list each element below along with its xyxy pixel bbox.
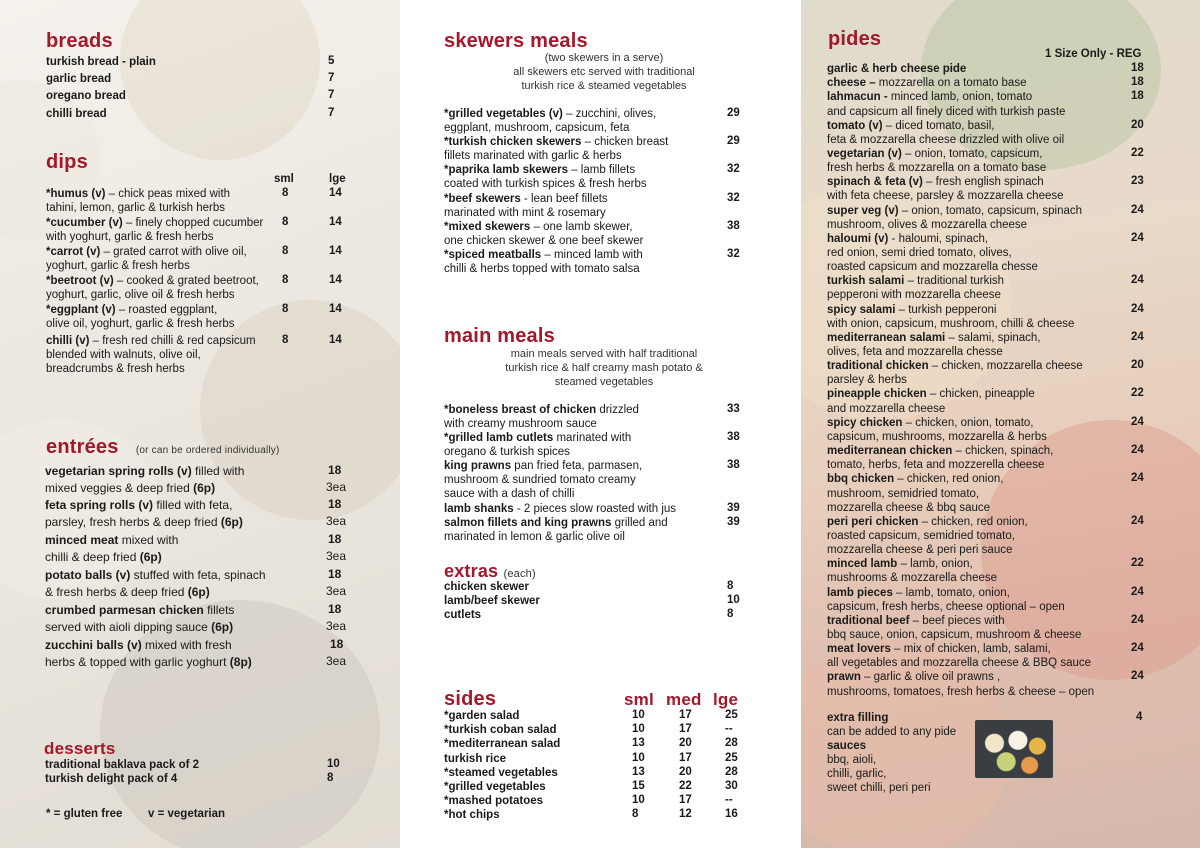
menu-item-name: garlic bread xyxy=(46,73,112,85)
extras-note: (each) xyxy=(503,568,536,580)
pide-price: 24 xyxy=(1131,415,1144,428)
pide-desc: parsley & herbs xyxy=(827,374,907,387)
pide-name: turkish salami xyxy=(827,275,905,288)
dip-item: *carrot (v) – grated carrot with olive oil, yoghurt, garlic & fresh herbs xyxy=(46,246,247,273)
dips-col-lge: lge xyxy=(329,173,346,185)
pide-price: 24 xyxy=(1131,203,1144,216)
dip-price-lge: 14 xyxy=(329,303,342,315)
main-meal-price: 39 xyxy=(727,516,740,528)
main-meals-subtitle: main meals served with half traditional turkish rice & half creamy mash potato & steamed vegetables xyxy=(505,348,703,388)
side-price-sml: 13 xyxy=(632,737,645,750)
entree-each-price: 3ea xyxy=(326,514,347,528)
pide-price: 20 xyxy=(1131,359,1144,372)
pide-desc: – chicken, red onion, xyxy=(918,515,1028,528)
pide-item xyxy=(827,331,1041,359)
entree-price: 18 xyxy=(328,532,342,546)
pide-price: 24 xyxy=(1131,330,1144,343)
pide-name: prawn xyxy=(827,671,861,684)
pide-item xyxy=(827,147,1046,175)
side-name: *mediterranean salad xyxy=(444,738,561,751)
extra-filling-price: 4 xyxy=(1136,711,1143,723)
pide-item xyxy=(827,232,1038,275)
legend-gluten-free: * = gluten free xyxy=(46,808,123,820)
pides-heading: pides xyxy=(828,28,882,50)
pide-name: haloumi (v) xyxy=(827,232,889,245)
main-meal-price: 38 xyxy=(727,459,740,471)
pide-name: tomato (v) xyxy=(827,119,883,132)
pide-name: lamb pieces xyxy=(827,586,893,599)
sauces-line: sweet chilli, peri peri xyxy=(827,782,931,794)
skewer-price: 32 xyxy=(727,248,740,260)
pide-price: 24 xyxy=(1131,514,1144,527)
entree-each-price: 3ea xyxy=(326,654,347,668)
pide-price: 18 xyxy=(1131,90,1144,103)
pide-desc: - haloumi, spinach, xyxy=(888,232,989,245)
pide-desc: – chicken, pineapple xyxy=(926,388,1035,401)
pide-name: meat lovers xyxy=(827,643,891,656)
dip-price-sml: 8 xyxy=(282,303,289,315)
pide-desc: capsicum, mushrooms, mozzarella & herbs xyxy=(827,430,1047,443)
main-meal-item: salmon fillets and king prawns grilled and marinated in lemon & garlic olive oil xyxy=(444,517,668,544)
pide-price: 18 xyxy=(1131,62,1144,74)
pide-desc: – turkish pepperoni xyxy=(895,303,997,316)
pide-desc: mozzarella cheese & bbq sauce xyxy=(827,501,991,514)
menu-item-name: oregano bread xyxy=(46,90,126,102)
extra-price: 10 xyxy=(727,594,740,606)
skewer-item: *spiced meatballs – minced lamb with chilli & herbs topped with tomato salsa xyxy=(444,249,643,276)
side-name: *garden salad xyxy=(444,710,520,722)
side-price-med: 20 xyxy=(679,737,692,750)
entree-each-price: 3ea xyxy=(326,584,347,598)
skewer-price: 29 xyxy=(727,107,740,119)
pide-desc: – garlic & olive oil prawns , xyxy=(860,671,1001,684)
pide-desc: capsicum, fresh herbs, cheese optional – open xyxy=(827,600,1065,613)
breads-heading: breads xyxy=(46,30,113,52)
pide-name: garlic & herb cheese pide xyxy=(827,63,967,75)
pide-item xyxy=(827,444,1053,472)
side-price-sml: 10 xyxy=(632,709,645,721)
extra-name: lamb/beef skewer xyxy=(444,595,540,607)
entree-each-price: 3ea xyxy=(326,549,347,563)
menu-item-price: 5 xyxy=(328,55,335,67)
side-name: *hot chips xyxy=(444,809,500,822)
pide-desc: – diced tomato, basil, xyxy=(882,119,995,132)
side-price-med: 20 xyxy=(679,765,692,778)
menu-item-price: 7 xyxy=(328,89,335,101)
dessert-name: turkish delight pack of 4 xyxy=(45,773,178,785)
pides-size-note: 1 Size Only - REG xyxy=(1045,48,1142,60)
pide-price: 24 xyxy=(1131,444,1144,457)
side-name: *steamed vegetables xyxy=(444,766,558,779)
pide-desc: with onion, capsicum, mushroom, chilli & cheese xyxy=(827,317,1075,330)
dip-price-lge: 14 xyxy=(329,274,342,286)
dip-item: chilli (v) – fresh red chilli & red capsicum blended with walnuts, olive oil, breadcrumbs & fresh herbs xyxy=(46,335,256,376)
side-price-med: 17 xyxy=(679,723,692,736)
pide-desc: roasted capsicum and mozzarella chesse xyxy=(827,261,1038,274)
pide-desc: – chicken, mozzarella cheese xyxy=(928,360,1083,373)
pide-desc: – chicken, red onion, xyxy=(894,473,1004,486)
pide-price: 18 xyxy=(1131,76,1144,89)
pide-name: pineapple chicken xyxy=(827,388,927,401)
entree-item: potato balls (v) stuffed with feta, spinach & fresh herbs & deep fried (6p) xyxy=(45,568,266,599)
desserts-heading: desserts xyxy=(44,739,116,758)
extra-filling-desc: can be added to any pide xyxy=(827,726,957,738)
side-price-med: 12 xyxy=(679,808,692,821)
pide-price: 24 xyxy=(1131,302,1144,315)
pide-item xyxy=(827,274,1004,302)
dip-price-sml: 8 xyxy=(282,187,289,199)
dessert-name: traditional baklava pack of 2 xyxy=(45,759,200,771)
entree-price: 18 xyxy=(328,567,342,581)
pide-item xyxy=(827,387,1035,415)
main-meal-item: *grilled lamb cutlets marinated with oregano & turkish spices xyxy=(444,432,632,459)
dips-col-sml: sml xyxy=(274,173,294,185)
pide-desc: – traditional turkish xyxy=(904,275,1005,288)
pide-name: mediterranean chicken xyxy=(827,445,953,458)
side-price-sml: 13 xyxy=(632,765,645,778)
entree-item: minced meat mixed with chilli & deep fried (6p) xyxy=(45,533,179,564)
dip-price-sml: 8 xyxy=(282,216,289,228)
pide-item xyxy=(827,557,997,585)
side-price-sml: 10 xyxy=(632,751,645,764)
pide-desc: tomato, herbs, feta and mozzerella cheese xyxy=(827,459,1045,472)
pide-name: spinach & feta (v) xyxy=(827,176,923,189)
sauce-bowls-image xyxy=(975,720,1053,778)
extra-name: cutlets xyxy=(444,609,482,621)
pide-price: 24 xyxy=(1131,231,1144,244)
side-name: turkish rice xyxy=(444,752,506,765)
side-name: *turkish coban salad xyxy=(444,724,557,737)
skewer-item: *turkish chicken skewers – chicken breast fillets marinated with garlic & herbs xyxy=(444,136,669,163)
dip-price-lge: 14 xyxy=(329,245,342,257)
entree-item: crumbed parmesan chicken fillets served with aioli dipping sauce (6p) xyxy=(45,603,235,634)
pide-item xyxy=(827,472,1003,515)
skewers-subtitle: (two skewers in a serve) all skewers etc served with traditional turkish rice & steamed vegetables xyxy=(513,52,695,92)
skewer-price: 38 xyxy=(727,220,740,232)
pide-item xyxy=(827,586,1065,614)
pide-price: 24 xyxy=(1131,274,1144,287)
pide-item xyxy=(827,303,1074,331)
pide-desc: mushroom, semidried tomato, xyxy=(827,487,980,500)
main-meal-item: *boneless breast of chicken drizzled with creamy mushroom sauce xyxy=(444,404,639,431)
side-price-lge: 30 xyxy=(725,780,738,792)
pide-desc: – onion, tomato, capsicum, xyxy=(901,147,1043,160)
menu-item-price: 7 xyxy=(328,107,335,119)
entree-price: 18 xyxy=(328,497,342,511)
dip-price-lge: 14 xyxy=(329,216,342,228)
pide-desc: minced lamb, onion, tomato xyxy=(887,91,1033,104)
pide-desc: with feta cheese, parsley & mozzarella cheese xyxy=(827,190,1064,203)
pide-price: 24 xyxy=(1131,472,1144,485)
side-price-lge: -- xyxy=(725,723,733,736)
pide-name: traditional beef xyxy=(827,614,910,627)
pide-desc: and capsicum all finely diced with turkish paste xyxy=(827,105,1066,118)
pide-item xyxy=(827,175,1064,203)
side-price-lge: -- xyxy=(725,794,733,807)
dip-price-lge: 14 xyxy=(329,187,342,199)
pide-name: super veg (v) xyxy=(827,204,899,217)
pide-desc: – mix of chicken, lamb, salami, xyxy=(890,643,1051,656)
dip-price-sml: 8 xyxy=(282,334,289,346)
skewer-price: 32 xyxy=(727,163,740,175)
skewer-item: *grilled vegetables (v) – zucchini, olives, eggplant, mushroom, capsicum, feta xyxy=(444,108,657,135)
dip-price-sml: 8 xyxy=(282,245,289,257)
pide-desc: – lamb, onion, xyxy=(897,558,973,571)
pide-desc: fresh herbs & mozzarella on a tomato base xyxy=(827,162,1047,175)
dip-item: *cucumber (v) – finely chopped cucumber with yoghurt, garlic & fresh herbs xyxy=(46,217,264,244)
side-price-lge: 25 xyxy=(725,709,738,721)
dip-item: *humus (v) – chick peas mixed with tahini, lemon, garlic & turkish herbs xyxy=(46,188,231,215)
pide-name: bbq chicken xyxy=(827,473,895,486)
extra-filling-label: extra filling xyxy=(827,712,889,724)
pide-item xyxy=(827,90,1065,118)
pide-desc: roasted capsicum, semidried tomato, xyxy=(827,530,1015,542)
sides-heading: sides xyxy=(444,688,497,710)
entree-each-price: 3ea xyxy=(326,480,347,494)
entree-item: zucchini balls (v) mixed with fresh herbs & topped with garlic yoghurt (8p) xyxy=(45,638,252,669)
pide-desc: – chicken, onion, tomato, xyxy=(902,416,1034,429)
pide-desc: olives, feta and mozzarella chesse xyxy=(827,346,1003,359)
dip-price-sml: 8 xyxy=(282,274,289,286)
pide-item xyxy=(827,416,1047,444)
pide-name: vegetarian (v) xyxy=(827,147,902,160)
pide-price: 24 xyxy=(1131,585,1144,598)
pide-price: 23 xyxy=(1131,175,1144,188)
side-price-lge: 25 xyxy=(725,751,738,764)
pide-item xyxy=(827,515,1028,558)
pide-name: cheese – xyxy=(827,77,876,90)
dessert-price: 8 xyxy=(327,772,334,784)
pide-item xyxy=(827,119,1064,147)
pide-desc: – salami, spinach, xyxy=(945,331,1041,344)
entrees-note: (or can be ordered individually) xyxy=(135,445,280,456)
pide-desc: mozzarella cheese & peri peri sauce xyxy=(827,544,1013,557)
entrees-heading: entrées (or can be ordered individually) xyxy=(46,436,280,458)
side-name: *mashed potatoes xyxy=(444,795,544,808)
entree-item: vegetarian spring rolls (v) filled with mixed veggies & deep fried (6p) xyxy=(45,464,245,495)
pide-item xyxy=(827,359,1083,387)
skewer-price: 32 xyxy=(727,192,740,204)
side-name: *grilled vegetables xyxy=(444,781,546,793)
pide-desc: mushrooms, tomatoes, fresh herbs & cheese – open xyxy=(827,685,1095,698)
pide-desc: pepperoni with mozzarella cheese xyxy=(827,289,1001,302)
main-meal-price: 38 xyxy=(727,431,740,443)
side-price-sml: 8 xyxy=(632,808,639,821)
main-meal-item: lamb shanks - 2 pieces slow roasted with jus xyxy=(444,503,677,515)
skewer-item: *mixed skewers – one lamb skewer, one chicken skewer & one beef skewer xyxy=(444,221,644,248)
skewer-item: *paprika lamb skewers – lamb fillets coated with turkish spices & fresh herbs xyxy=(444,164,647,191)
pide-name: lahmacun - xyxy=(827,91,888,104)
pide-name: traditional chicken xyxy=(827,360,929,373)
pide-desc: all vegetables and mozzarella cheese & BBQ sauce xyxy=(827,657,1092,670)
pide-name: peri peri chicken xyxy=(827,515,919,528)
extra-price: 8 xyxy=(727,580,734,592)
pide-item xyxy=(827,62,966,76)
pide-price: 22 xyxy=(1131,146,1144,159)
main-meal-price: 33 xyxy=(727,403,740,415)
pide-name: spicy salami xyxy=(827,303,896,316)
pide-name: mediterranean salami xyxy=(827,331,946,344)
menu-item-name: turkish bread - plain xyxy=(46,56,156,68)
side-price-med: 17 xyxy=(679,751,692,764)
side-price-sml: 15 xyxy=(632,780,645,792)
skewers-heading: skewers meals xyxy=(444,30,588,52)
dip-price-lge: 14 xyxy=(329,334,342,346)
dips-heading: dips xyxy=(46,151,88,173)
dessert-price: 10 xyxy=(327,758,340,770)
pide-desc: – beef pieces with xyxy=(909,614,1005,627)
extra-name: chicken skewer xyxy=(444,581,530,593)
pide-price: 24 xyxy=(1131,670,1144,683)
side-price-med: 17 xyxy=(679,709,692,721)
side-price-lge: 28 xyxy=(725,765,738,778)
pide-desc: bbq sauce, onion, capsicum, mushroom & cheese xyxy=(827,629,1082,642)
entree-price: 18 xyxy=(328,463,342,477)
entree-price: 18 xyxy=(328,602,342,616)
main-meal-price: 39 xyxy=(727,502,740,514)
sauces-line: bbq, aioli, xyxy=(827,754,877,766)
pide-item xyxy=(827,204,1082,232)
side-price-lge: 16 xyxy=(725,808,738,821)
entree-item: feta spring rolls (v) filled with feta, parsley, fresh herbs & deep fried (6p) xyxy=(45,498,243,529)
sides-col-med: med xyxy=(666,690,702,709)
menu-item-price: 7 xyxy=(328,72,335,84)
pide-desc: – lamb, tomato, onion, xyxy=(892,586,1010,599)
dip-item: *beetroot (v) – cooked & grated beetroot, yoghurt, garlic, olive oil & fresh herbs xyxy=(46,275,259,302)
dip-item: *eggplant (v) – roasted eggplant, olive oil, yoghurt, garlic & fresh herbs xyxy=(46,304,235,331)
pide-desc: – onion, tomato, capsicum, spinach xyxy=(898,204,1083,217)
pide-desc: and mozzarella cheese xyxy=(827,402,946,415)
entree-price: 18 xyxy=(330,637,344,651)
entree-each-price: 3ea xyxy=(326,619,347,633)
pide-price: 22 xyxy=(1131,557,1144,570)
left-menu-panel xyxy=(0,0,400,848)
pide-desc: mozzarella on a tomato base xyxy=(875,77,1027,90)
skewer-item: *beef skewers - lean beef fillets marinated with mint & rosemary xyxy=(444,193,608,220)
pide-name: minced lamb xyxy=(827,558,898,571)
pide-desc: feta & mozzarella cheese drizzled with olive oil xyxy=(827,133,1065,146)
sauces-label: sauces xyxy=(827,740,867,752)
pide-name: spicy chicken xyxy=(827,416,903,429)
main-meal-item: king prawns pan fried feta, parmasen, mushroom & sundried tomato creamy sauce with a dash of chilli xyxy=(444,460,643,501)
skewer-price: 29 xyxy=(727,135,740,147)
menu-item-name: chilli bread xyxy=(46,108,107,120)
pide-desc: red onion, semi dried tomato, olives, xyxy=(827,247,1012,259)
pide-desc: – chicken, spinach, xyxy=(952,445,1054,458)
sides-col-lge: lge xyxy=(713,690,739,709)
pide-desc: mushroom, olives & mozzarella cheese xyxy=(827,218,1028,231)
pide-price: 20 xyxy=(1131,118,1144,131)
pide-price: 24 xyxy=(1131,642,1144,655)
extra-price: 8 xyxy=(727,608,734,620)
pide-desc: – fresh english spinach xyxy=(922,176,1044,189)
side-price-med: 22 xyxy=(679,780,692,792)
side-price-sml: 10 xyxy=(632,794,645,807)
sides-col-sml: sml xyxy=(624,690,654,709)
pide-price: 24 xyxy=(1131,613,1144,626)
legend-vegetarian: v = vegetarian xyxy=(148,808,226,820)
side-price-med: 17 xyxy=(679,794,692,807)
extras-heading: extras (each) xyxy=(444,561,536,581)
pide-item xyxy=(827,614,1081,642)
sauces-line: chilli, garlic, xyxy=(827,768,887,780)
pide-item xyxy=(827,642,1091,670)
pide-item xyxy=(827,670,1094,698)
pide-desc: mushrooms & mozzarella cheese xyxy=(827,572,998,585)
main-meals-heading: main meals xyxy=(444,325,555,347)
side-price-sml: 10 xyxy=(632,723,645,736)
side-price-lge: 28 xyxy=(725,737,738,750)
pide-item xyxy=(827,76,1026,90)
pide-price: 22 xyxy=(1131,387,1144,400)
